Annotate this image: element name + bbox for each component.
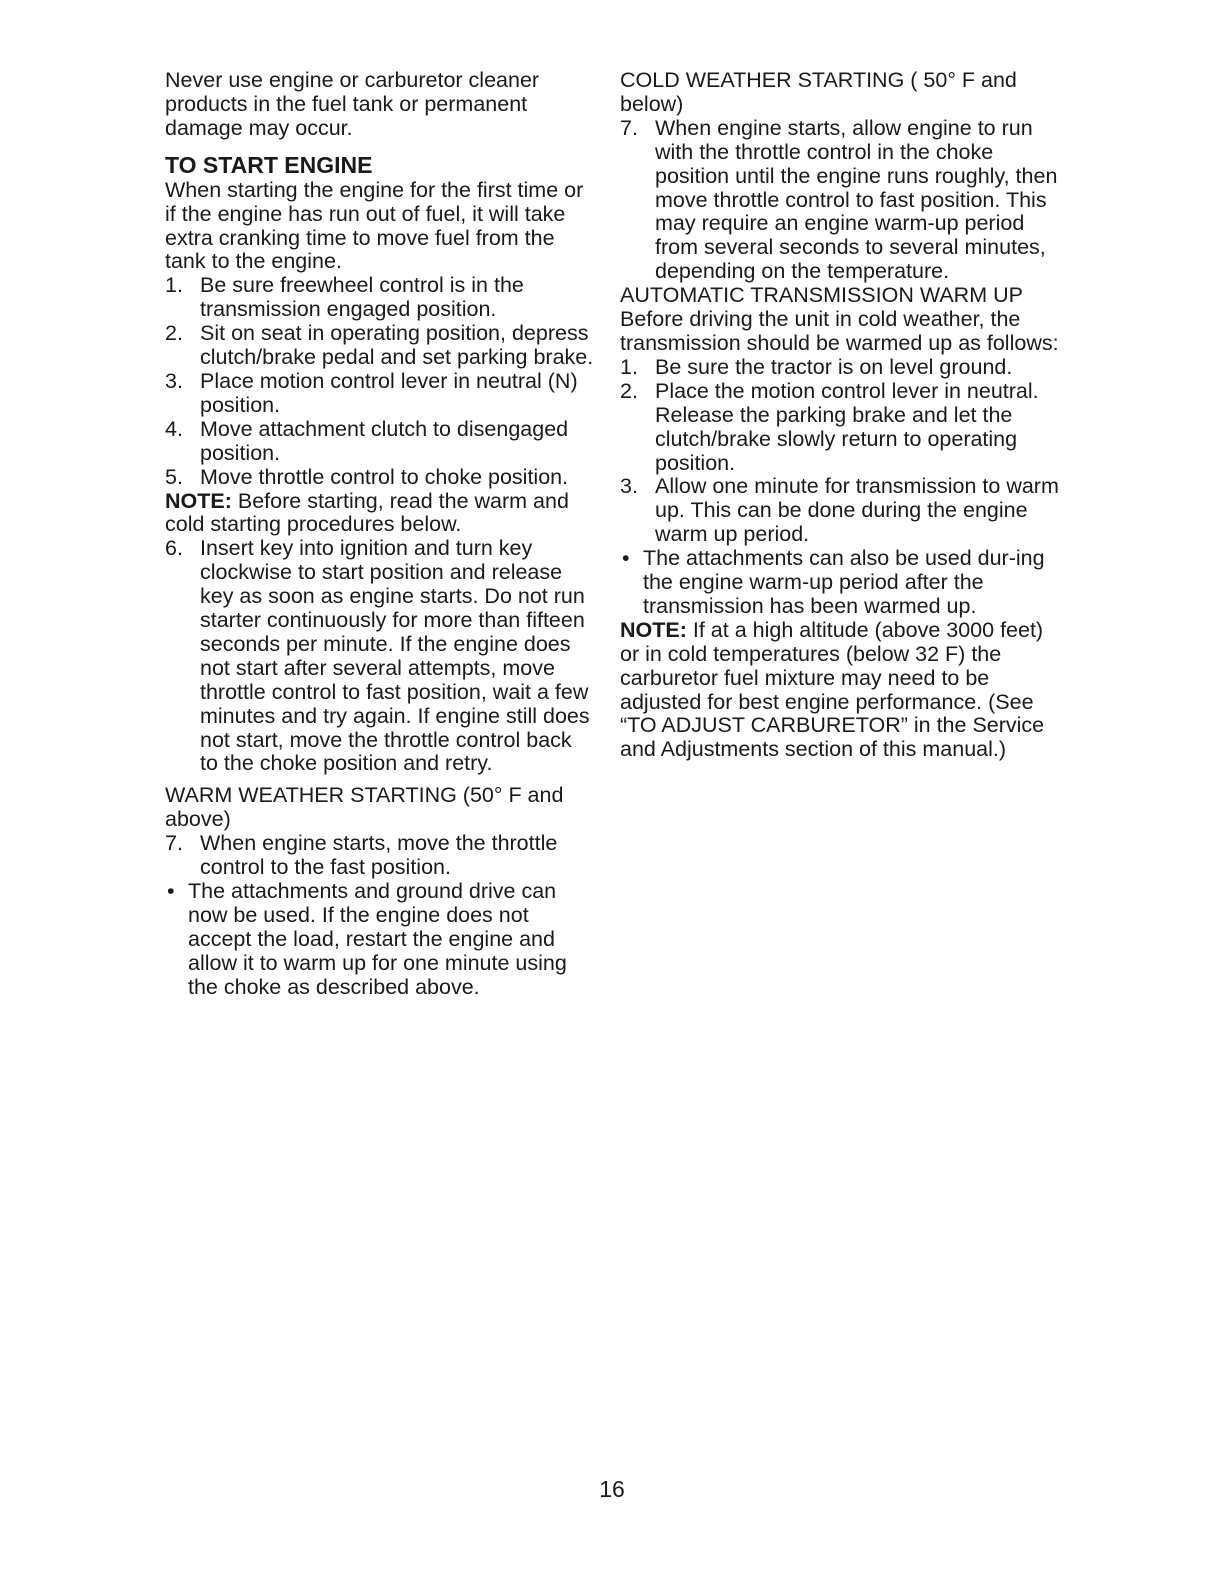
step-text: When engine starts, allow engine to run with the throttle control in the choke position until the engine runs roughly, then move throttle control to fast position. This may require an engine warm-up period from several seconds to several minutes, depending on the temperature. bbox=[655, 115, 1058, 284]
list-item bbox=[165, 537, 595, 776]
step-text: Move throttle control to choke position. bbox=[200, 464, 569, 489]
section-heading: TO START ENGINE bbox=[165, 151, 373, 178]
step-number: 3. bbox=[165, 368, 183, 393]
step-number: 7. bbox=[620, 115, 638, 140]
note-altitude bbox=[620, 619, 1060, 762]
page-number: 16 bbox=[599, 1476, 625, 1502]
note-text: Before starting, read the warm and cold starting procedures below. bbox=[165, 488, 569, 537]
step-text: When engine starts, move the throttle control to the fast position. bbox=[200, 831, 558, 880]
step-number: 7. bbox=[165, 831, 183, 856]
step-text: Be sure the tractor is on level ground. bbox=[655, 354, 1013, 379]
bullet-item bbox=[620, 547, 1060, 619]
auto-transmission-heading: AUTOMATIC TRANSMISSION WARM UP bbox=[620, 283, 1023, 308]
step-number: 2. bbox=[165, 321, 183, 346]
note-before-starting bbox=[165, 490, 595, 538]
bullet-text: The attachments and ground drive can now be used. If the engine does not accept the load, restart the engine and allow it to warm up for one minute using the choke as described above. bbox=[188, 879, 567, 999]
list-item bbox=[165, 370, 595, 418]
bullet-icon: • bbox=[167, 879, 175, 903]
step-number: 5. bbox=[165, 464, 183, 489]
list-item bbox=[620, 380, 1060, 476]
step-number: 2. bbox=[620, 378, 638, 403]
intro-warning: Never use engine or carburetor cleaner products in the fuel tank or permanent damage may occur. bbox=[165, 68, 540, 140]
start-paragraph: When starting the engine for the first time or if the engine has run out of fuel, it will take extra cranking time to move fuel from the tank to the engine. bbox=[165, 177, 584, 274]
step-text: Be sure freewheel control is in the transmission engaged position. bbox=[200, 273, 524, 322]
left-column bbox=[165, 69, 595, 1000]
warm-weather-heading: WARM WEATHER STARTING (50° F and above) bbox=[165, 783, 564, 832]
bullet-icon: • bbox=[622, 546, 630, 571]
bullet-item bbox=[165, 880, 595, 1000]
list-item bbox=[620, 475, 1060, 547]
note-label: NOTE: bbox=[620, 617, 687, 642]
step-text: Place the motion control lever in neutral. Release the parking brake and let the clutch/brake slowly return to operating position. bbox=[655, 378, 1039, 475]
step-number: 3. bbox=[620, 474, 638, 499]
bullet-text: The attachments can also be used dur-ing the engine warm-up period after the transmission has been warmed up. bbox=[643, 546, 1045, 618]
list-item bbox=[620, 117, 1060, 284]
step-text: Place motion control lever in neutral (N) position. bbox=[200, 368, 578, 417]
list-item bbox=[165, 466, 595, 490]
step-text: Move attachment clutch to disengaged position. bbox=[200, 416, 569, 465]
step-number: 4. bbox=[165, 416, 183, 441]
note-label: NOTE: bbox=[165, 488, 232, 513]
note-text: If at a high altitude (above 3000 feet) or in cold temperatures (below 32 F) the carburetor fuel mixture may need to be adjusted for best engine performance. (See “TO ADJUST CARBURETOR” in the Service and Adjustments section of this manual.) bbox=[620, 617, 1045, 762]
list-item bbox=[165, 274, 595, 322]
cold-weather-heading: COLD WEATHER STARTING ( 50° F and below) bbox=[620, 68, 1017, 116]
auto-transmission-paragraph: Before driving the unit in cold weather, the transmission should be warmed up as follows: bbox=[620, 307, 1059, 355]
step-number: 1. bbox=[165, 273, 183, 298]
step-text: Allow one minute for transmission to warm up. This can be done during the engine warm up period. bbox=[655, 474, 1059, 547]
step-number: 6. bbox=[165, 536, 183, 561]
list-item bbox=[620, 356, 1060, 380]
step-text: Insert key into ignition and turn key clockwise to start position and release key as soon as engine starts. Do not run starter continuously for more than fifteen seconds per minute. If the engine does not start after several attempts, move throttle control to fast position, wait a few minutes and try again. If engine still does not start, move the throttle control back to the choke position and retry. bbox=[200, 536, 590, 776]
step-number: 1. bbox=[620, 354, 638, 379]
list-item bbox=[165, 418, 595, 466]
step-text: Sit on seat in operating position, depress clutch/brake pedal and set parking brake. bbox=[200, 321, 594, 370]
list-item bbox=[165, 322, 595, 370]
list-item bbox=[165, 832, 595, 880]
right-column bbox=[620, 69, 1060, 762]
